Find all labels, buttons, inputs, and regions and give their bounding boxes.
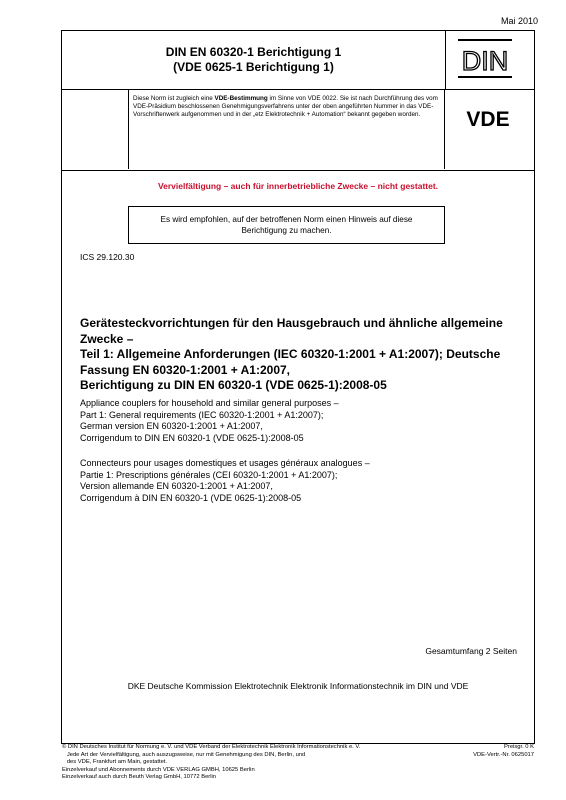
footer-copyright [62, 744, 402, 782]
footer-price [473, 744, 534, 759]
total-pages: Gesamtumfang 2 Seiten [425, 646, 517, 656]
title-german-line: Fassung EN 60320-1:2001 + A1:2007, [80, 362, 291, 377]
title-german-line: Gerätesteckvorrichtungen für den Hausgebrauch und ähnliche allgemeine [80, 316, 503, 330]
title-english-line: Part 1: General requirements (IEC 60320-1:2001 + A1:2007); [80, 409, 324, 420]
price-group: Preisgr. 0 K [504, 744, 534, 750]
title-german [80, 316, 528, 394]
vde-info-text-bold: VDE-Bestimmung [214, 95, 268, 102]
standard-title-line1: DIN EN 60320-1 Berichtigung 1 [165, 45, 342, 59]
vde-order-number: VDE-Vertr.-Nr. 0625017 [473, 751, 534, 758]
title-german-line: Zwecke – [80, 331, 134, 346]
title-german-line: Berichtigung zu DIN EN 60320-1 (VDE 0625-1):2008-05 [80, 378, 387, 392]
dke-commission: DKE Deutsche Kommission Elektrotechnik Elektronik Informationstechnik im DIN und VDE [127, 681, 469, 691]
title-french-line: Connecteurs pour usages domestiques et usages généraux analogues – [80, 458, 370, 468]
vde-logo [452, 109, 524, 129]
ics-code: ICS 29.120.30 [80, 252, 135, 262]
title-french [80, 458, 528, 504]
vde-info-row [62, 89, 534, 171]
title-english-line: German version EN 60320-1:2001 + A1:2007, [80, 421, 263, 431]
footer-line: © DIN Deutsches Institut für Normung e. V. und VDE Verband der Elektrotechnik Elektronik Informationstechnik e. V. [62, 744, 361, 750]
din-logo [458, 39, 512, 79]
title-french-line: Partie 1: Prescriptions générales (CEI 60320-1:2001 + A1:2007); [80, 469, 338, 480]
title-french-line: Version allemande EN 60320-1:2001 + A1:2007, [80, 481, 273, 491]
din-logo-text: DIN [461, 46, 509, 76]
header [62, 31, 534, 90]
title-english-line: Corrigendum to DIN EN 60320-1 (VDE 0625-1):2008-05 [80, 432, 304, 443]
recommendation-line: Berichtigung zu machen. [241, 226, 332, 235]
copy-warning: Vervielfältigung – auch für innerbetriebliche Zwecke – nicht gestattet. [157, 181, 439, 191]
title-french-line: Corrigendum à DIN EN 60320-1 (VDE 0625-1):2008-05 [80, 492, 302, 503]
title-english-line: Appliance couplers for household and similar general purposes – [80, 398, 339, 408]
vde-logo-text: VDE [466, 109, 510, 129]
recommendation-box [128, 206, 445, 244]
recommendation-line: Es wird empfohlen, auf der betroffenen Norm einen Hinweis auf diese [160, 215, 413, 224]
footer-line: des VDE, Frankfurt am Main, gestattet. [62, 759, 168, 766]
document-frame [61, 30, 535, 744]
footer-line: Einzelverkauf und Abonnements durch VDE VERLAG GMBH, 10625 Berlin [62, 766, 255, 773]
vde-info-text-part: im Sinne von VDE 0022. Sie ist nach Durchführung des vom VDE-Präsidium beschlossenen Genehmigungsverfahrens unter der oben angeführten Nummer in das VDE-Vorschriftenwerk aufgenommen und in der „etz Elektrotechnik + Automation“ bekannt gegeben worden. [133, 95, 438, 118]
publication-date: Mai 2010 [500, 16, 538, 26]
footer-line: Einzelverkauf auch durch Beuth Verlag GmbH, 10772 Berlin [62, 774, 217, 781]
standard-title [62, 31, 446, 89]
title-german-line: Teil 1: Allgemeine Anforderungen (IEC 60320-1:2001 + A1:2007); Deutsche [80, 347, 501, 361]
vde-info-text [128, 89, 445, 169]
vde-info-text-part: Diese Norm ist zugleich eine [133, 95, 215, 102]
standard-title-line2: (VDE 0625-1 Berichtigung 1) [173, 60, 334, 74]
footer-line: Jede Art der Vervielfältigung, auch auszugsweise, nur mit Genehmigung des DIN, Berlin, und [62, 751, 306, 758]
title-english [80, 398, 528, 444]
